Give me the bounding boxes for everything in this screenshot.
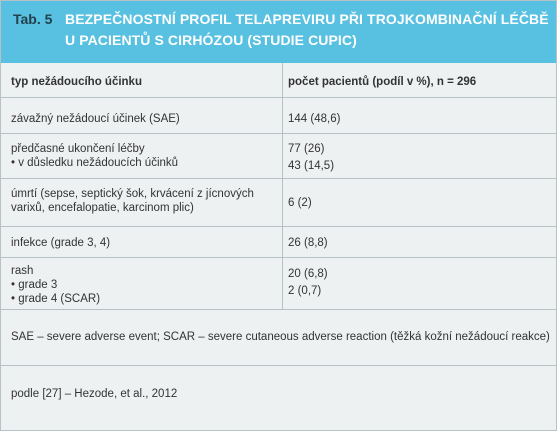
row-discontinuation-sub-value: 43 (14,5): [288, 160, 335, 172]
row-infection-value: 26 (8,8): [288, 237, 328, 249]
row-rash-grade4: • grade 4 (SCAR): [11, 293, 101, 305]
header-adverse-effect-type: typ nežádoucího účinku: [11, 76, 142, 88]
row-discontinuation-label: [11, 142, 273, 170]
row-infection-label: infekce (grade 3, 4): [11, 237, 111, 249]
column-divider: [282, 63, 283, 310]
table-number: Tab. 5: [13, 11, 53, 27]
row-discontinuation-sub: • v důsledku nežádoucích účinků: [11, 157, 179, 169]
row-discontinuation-values: [288, 142, 550, 173]
row-rash-grade3: • grade 3: [11, 279, 58, 291]
table-title-line-2: U PACIENTŮ S CIRHÓZOU (STUDIE CUPIC): [65, 32, 357, 48]
row-discontinuation-main: předčasné ukončení léčby: [11, 143, 145, 155]
row-rash-grade4-value: 2 (0,7): [288, 285, 322, 297]
header-patient-count: počet pacientů (podíl v %), n = 296: [288, 76, 477, 88]
table-title-line-1: BEZPEČNOSTNÍ PROFIL TELAPREVIRU PŘI TROJKOMBINAČNÍ LÉČBĚ: [65, 11, 549, 27]
row-death-label: [11, 187, 273, 215]
row-rash-grade3-value: 20 (6,8): [288, 268, 328, 280]
row-sae-value: 144 (48,6): [288, 113, 341, 125]
row-discontinuation-main-value: 77 (26): [288, 143, 325, 155]
source-text: podle [27] – Hezode, et al., 2012: [11, 388, 178, 400]
row-rash-main: rash: [11, 265, 34, 277]
row-sae-label: závažný nežádoucí účinek (SAE): [11, 113, 180, 125]
row-death-label-line-2: varixů, encefalopatie, karcinom plic): [11, 202, 194, 214]
table-title-bar: [1, 1, 556, 63]
footnote-text: SAE – severe adverse event; SCAR – severe cutaneous adverse reaction (těžká kožní nežádoucí reakce): [11, 331, 550, 343]
row-rash-values: [288, 267, 550, 298]
row-rash-label: [11, 264, 273, 306]
row-death-value: 6 (2): [288, 197, 312, 209]
row-death-label-line-1: úmrtí (sepse, septický šok, krvácení z jícnových: [11, 188, 254, 200]
